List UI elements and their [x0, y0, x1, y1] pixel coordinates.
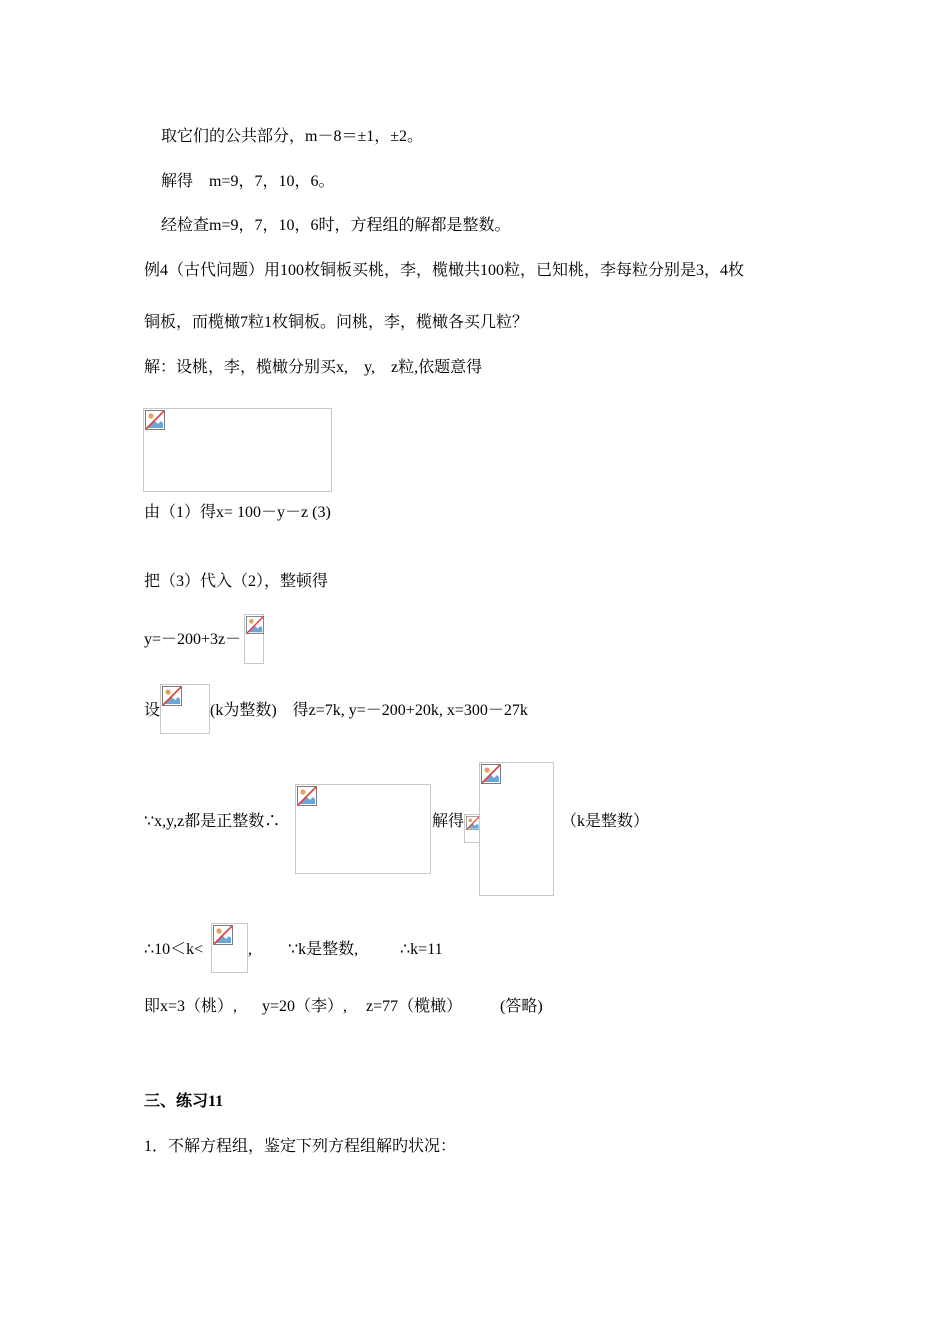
text-line-comma: , [248, 941, 252, 958]
broken-image-icon [466, 816, 480, 830]
text-line-answer-y: y=20（李）, [262, 998, 348, 1015]
text-line-positive-integers: ∵x,y,z都是正整数∴ [144, 813, 281, 830]
text-line-example4: 例4（古代问题）用100枚铜板买桃，李，榄橄共100粒，已知桃，李每粒分别是3，4枚 [144, 262, 745, 279]
text-line-common-part: 取它们的公共部分，m－8＝±1，±2。 [161, 128, 424, 145]
broken-image-icon [145, 410, 165, 430]
broken-image-icon [162, 686, 182, 706]
section-heading-practice: 三、练习11 [144, 1093, 224, 1110]
text-line-k-bound: ∴10＜k< [144, 941, 204, 958]
text-line-k-equals-11: ∴k=11 [400, 941, 443, 958]
text-line-k-is-integer: （k是整数） [561, 813, 650, 830]
text-line-example4-cont: 铜板，而榄橄7粒1枚铜板。问桃，李，榄橄各买几粒？ [144, 314, 529, 331]
text-line-y-expression: y=－200+3z－ [144, 631, 242, 648]
text-line-answer-omitted: (答略) [500, 998, 543, 1015]
broken-image-icon [246, 616, 264, 634]
equation-image-fraction [244, 614, 264, 664]
text-line-question-1: 1．不解方程组，鉴定下列方程组解旳状况： [144, 1138, 457, 1155]
text-line-k-integer: (k为整数) 得z=7k, y=－200+20k, x=300－27k [210, 702, 528, 719]
broken-image-icon [297, 786, 317, 806]
equation-image-set-k [160, 684, 210, 734]
text-line-solve-m: 解得 m=9，7，10，6。 [161, 173, 335, 190]
equation-image-k-range [479, 762, 554, 896]
broken-image-icon [481, 764, 501, 784]
equation-image-system [143, 408, 332, 492]
text-line-from-eq1: 由（1）得x= 100－y－z (3) [144, 504, 331, 521]
text-line-k-integer-because: ∵k是整数, [288, 941, 359, 958]
equation-image-inequalities [295, 784, 431, 874]
text-line-answer-z: z=77（榄橄） [366, 998, 463, 1015]
text-line-solved: 解得 [432, 813, 465, 830]
text-line-check: 经检查m=9，7，10，6时，方程组的解都是整数。 [161, 217, 511, 234]
equation-image-small [464, 814, 480, 843]
text-line-answer-x: 即x=3（桃）, [144, 998, 238, 1015]
text-line-set-prefix: 设 [144, 702, 161, 719]
text-line-substitute: 把（3）代入（2），整顿得 [144, 573, 329, 590]
equation-image-bound [211, 923, 248, 973]
text-line-solution-setup: 解：设桃，李，榄橄分别买x, y, z粒,依题意得 [144, 359, 483, 376]
broken-image-icon [213, 925, 233, 945]
